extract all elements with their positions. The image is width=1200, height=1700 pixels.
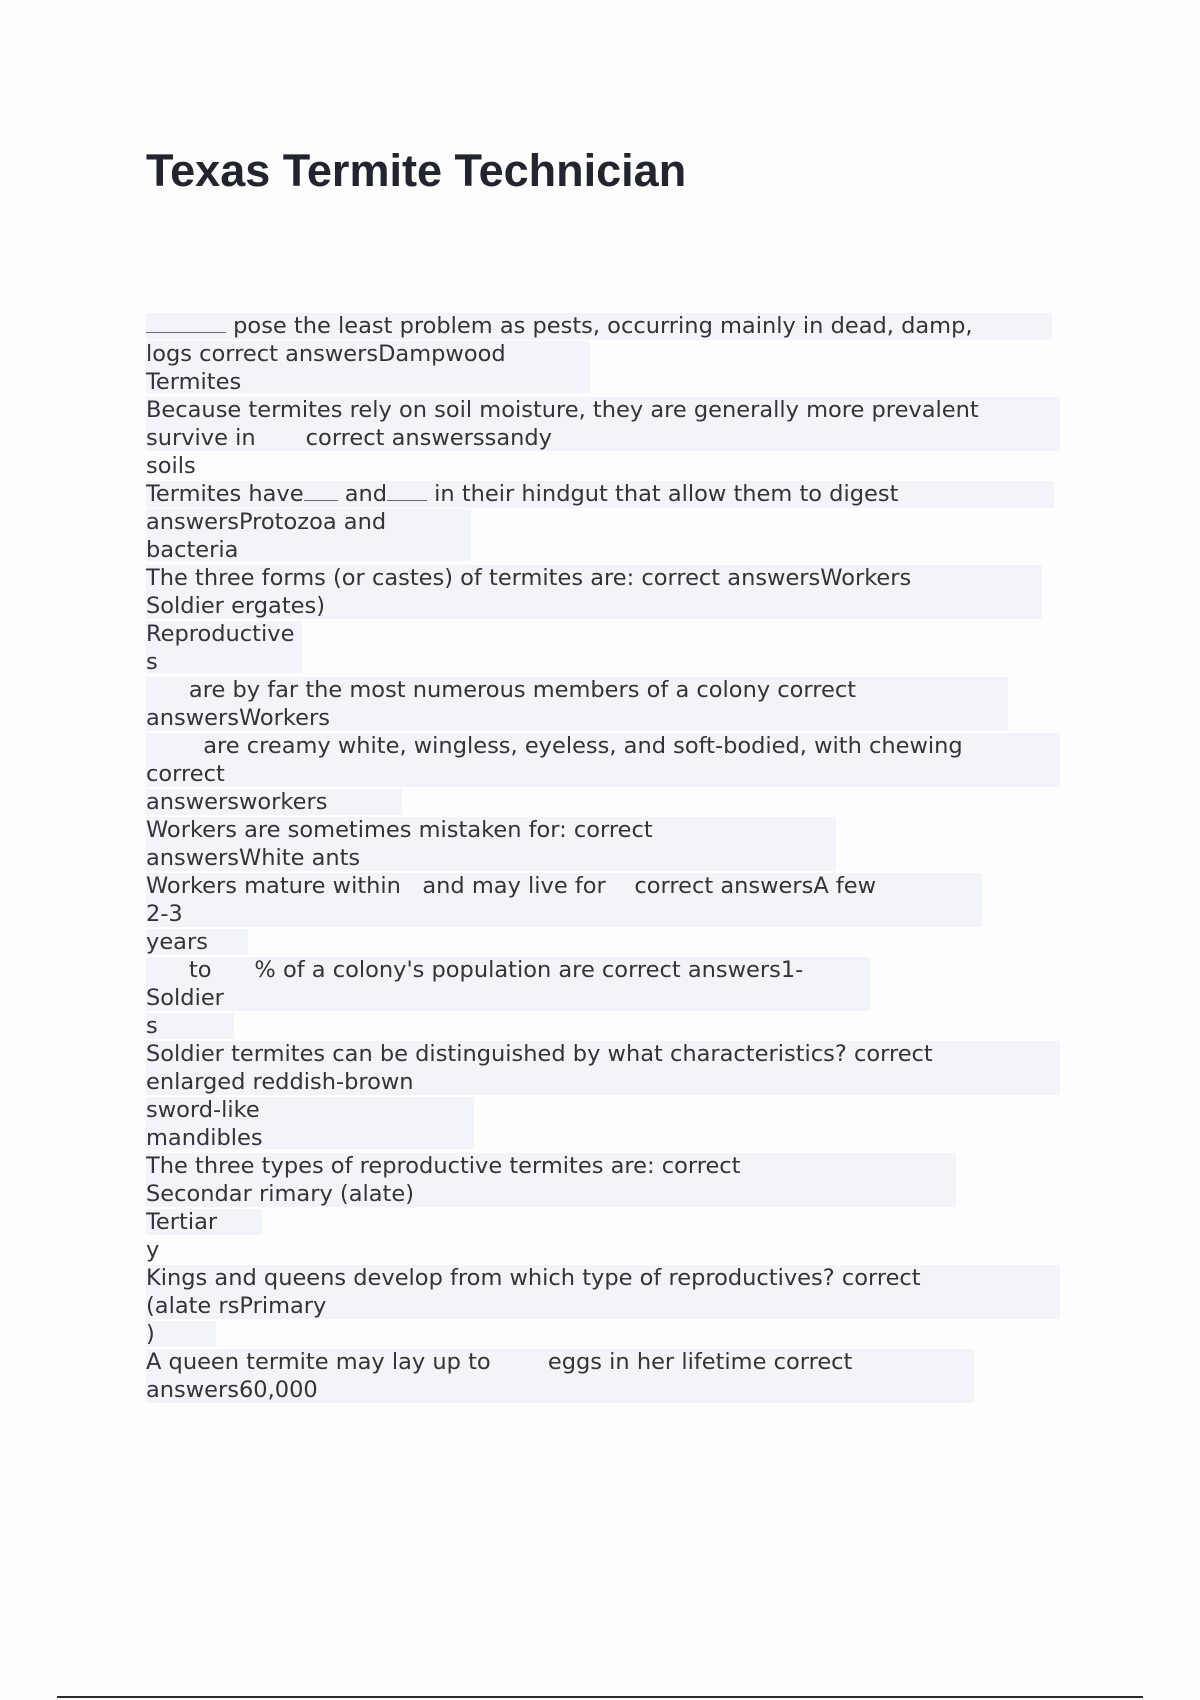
fill-blank <box>304 480 338 501</box>
question-item <box>146 1152 1066 1264</box>
answer-line: Termites <box>146 369 242 395</box>
question-line: Because termites rely on soil moisture, they are generally more prevalent <box>146 397 979 423</box>
question-item <box>146 816 1066 872</box>
answer-line: s <box>146 649 158 675</box>
fill-blank <box>387 480 427 501</box>
answer-line: Soldier <box>146 985 224 1011</box>
answer-line: Secondar rimary (alate) <box>146 1181 414 1207</box>
question-line: logs correct answersDampwood <box>146 341 506 367</box>
question-item <box>146 1264 1066 1348</box>
answer-line: enlarged reddish-brown <box>146 1069 414 1095</box>
answer-line: answersWhite ants <box>146 845 361 871</box>
footer-divider <box>57 1696 1143 1698</box>
answer-line: years <box>146 929 208 955</box>
question-text: Termites have <box>146 481 304 507</box>
answer-line: soils <box>146 453 196 479</box>
question-line: Workers are sometimes mistaken for: correct <box>146 817 653 843</box>
question-line: to % of a colony's population are correct answers1- <box>146 957 804 983</box>
answer-line: Tertiar <box>146 1209 218 1235</box>
question-text: pose the least problem as pests, occurring mainly in dead, damp, <box>226 313 973 339</box>
question-line: Kings and queens develop from which type of reproductives? correct <box>146 1265 921 1291</box>
answer-line: bacteria <box>146 537 239 563</box>
answer-line: s <box>146 1013 158 1039</box>
question-line: The three types of reproductive termites are: correct <box>146 1153 741 1179</box>
fill-blank <box>146 312 226 333</box>
question-item <box>146 1040 1066 1152</box>
question-item <box>146 872 1066 956</box>
question-item <box>146 396 1066 480</box>
answer-line: 2-3 <box>146 901 183 927</box>
question-line: are by far the most numerous members of a colony correct <box>146 677 857 703</box>
question-line: Soldier termites can be distinguished by what characteristics? correct <box>146 1041 933 1067</box>
answer-line: answersworkers <box>146 789 328 815</box>
question-line: A queen termite may lay up to eggs in her lifetime correct <box>146 1349 853 1375</box>
question-text: and <box>337 481 388 507</box>
question-line: The three forms (or castes) of termites are: correct answersWorkers <box>146 565 912 591</box>
question-item <box>146 564 1066 676</box>
question-line: correct <box>146 761 225 787</box>
question-item <box>146 480 1066 564</box>
question-line: answersProtozoa and <box>146 509 387 535</box>
question-list <box>146 312 1066 1404</box>
answer-line: answersWorkers <box>146 705 330 731</box>
question-item <box>146 1348 1066 1404</box>
question-line <box>146 480 1066 508</box>
question-item <box>146 676 1066 732</box>
question-text: in their hindgut that allow them to digest <box>427 481 899 507</box>
question-line <box>146 312 1066 340</box>
answer-line: Reproductive <box>146 621 295 647</box>
question-item <box>146 732 1066 816</box>
question-line: survive in correct answerssandy <box>146 425 552 451</box>
question-item <box>146 956 1066 1040</box>
answer-line: sword-like <box>146 1097 260 1123</box>
question-line: are creamy white, wingless, eyeless, and soft-bodied, with chewing <box>146 733 963 759</box>
answer-line: y <box>146 1237 160 1263</box>
question-line: Soldier ergates) <box>146 593 326 619</box>
answer-line: (alate rsPrimary <box>146 1293 327 1319</box>
answer-line: mandibles <box>146 1125 263 1151</box>
question-item <box>146 312 1066 396</box>
answer-line: answers60,000 <box>146 1377 318 1403</box>
question-line: Workers mature within and may live for correct answersA few <box>146 873 877 899</box>
page-title: Texas Termite Technician <box>146 145 687 196</box>
answer-line: ) <box>146 1321 155 1347</box>
